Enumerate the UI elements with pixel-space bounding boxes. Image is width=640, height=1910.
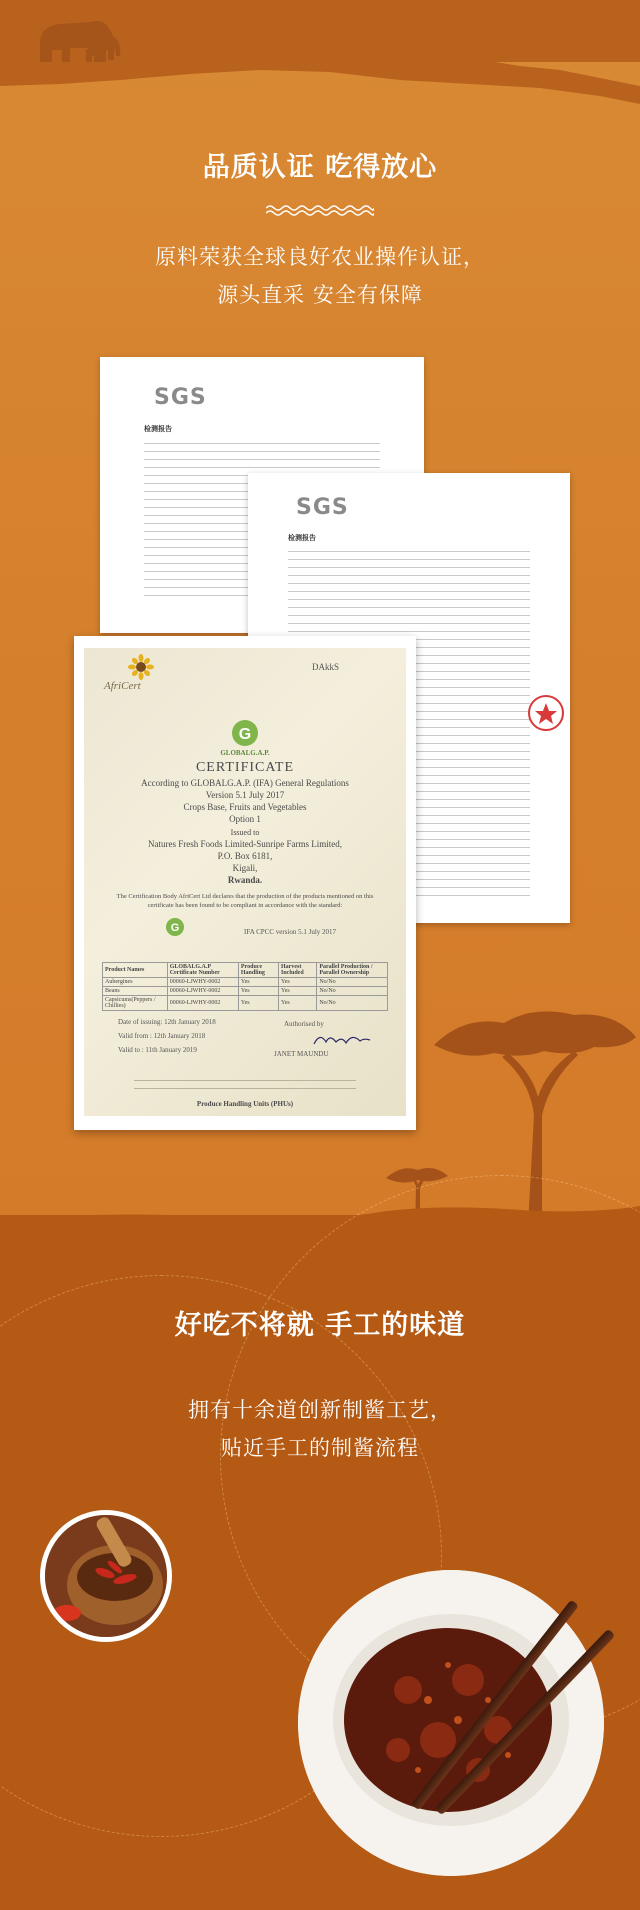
table-cell: Yes	[238, 978, 278, 987]
certificate-version: IFA CPCC version 5.1 July 2017	[244, 928, 337, 936]
table-cell: 00060-LJWHY-0002	[167, 978, 238, 987]
table-cell: Yes	[238, 987, 278, 996]
certificate-line: Natures Fresh Foods Limited-Sunripe Farms Limited,	[148, 839, 342, 849]
handmade-section	[0, 1215, 640, 1910]
certificate-footer: Produce Handling Units (PHUs)	[196, 1100, 294, 1108]
table-header-cell: Product Names	[103, 963, 168, 978]
dakks-badge: DAkkS	[312, 662, 340, 672]
certificate-paper	[84, 648, 406, 1116]
table-header-row	[103, 963, 388, 978]
certificate-line: Kigali,	[232, 863, 258, 873]
table-cell: Capsicums(Peppers / Chillies)	[103, 996, 168, 1011]
globalgap-certificate	[74, 636, 416, 1130]
section-subtitle-line1: 原料荣获全球良好农业操作认证，	[155, 245, 485, 269]
globalgap-label: GLOBALG.A.P.	[220, 749, 270, 757]
valid-to: Valid to : 11th January 2019	[118, 1046, 197, 1054]
sgs-logo: SGS	[154, 385, 207, 410]
table-cell: No/No	[317, 987, 388, 996]
sunflower-icon	[124, 654, 158, 680]
table-cell: 00060-LJWHY-0002	[167, 996, 238, 1011]
certificate-footer-lines	[134, 1080, 356, 1096]
certificate-title: CERTIFICATE	[195, 760, 295, 775]
table-cell: Yes	[238, 996, 278, 1011]
table-cell: Aubergines	[103, 978, 168, 987]
section-title-quality: 品质认证 吃得放心	[202, 152, 438, 183]
svg-text:G: G	[238, 726, 252, 743]
wavy-divider	[266, 204, 374, 216]
africert-logo: AfriCert	[104, 680, 141, 692]
table-header-cell: Parallel Production / Parallel Ownership	[317, 963, 388, 978]
signer-name: JANET MAUNDU	[274, 1050, 329, 1058]
mountain-silhouette-header	[0, 0, 640, 140]
table-cell: Yes	[278, 987, 316, 996]
svg-text:G: G	[170, 922, 180, 934]
table-cell: Beans	[103, 987, 168, 996]
table-cell: Yes	[278, 996, 316, 1011]
chili-mortar-photo	[40, 1510, 172, 1642]
globalgap-small-icon	[164, 916, 186, 938]
table-cell: No/No	[317, 978, 388, 987]
report-heading: 检测报告	[144, 425, 172, 433]
table-cell: No/No	[317, 996, 388, 1011]
certificate-line: Rwanda.	[227, 875, 263, 885]
certificate-line: According to GLOBALG.A.P. (IFA) General Regulations	[141, 778, 349, 788]
red-stamp-icon	[526, 693, 566, 733]
certificate-line: Crops Base, Fruits and Vegetables	[183, 802, 307, 812]
signature-icon	[312, 1030, 372, 1048]
certificate-line: Version 5.1 July 2017	[205, 790, 285, 800]
certificate-line: P.O. Box 6181,	[217, 851, 273, 861]
table-row	[103, 996, 388, 1011]
date-of-issuing: Date of issuing: 12th January 2018	[118, 1018, 216, 1026]
table-row	[103, 978, 388, 987]
table-header-cell: Produce Handling	[238, 963, 278, 978]
section-subtitle-line1: 拥有十余道创新制酱工艺，	[188, 1398, 452, 1422]
table-cell: Yes	[278, 978, 316, 987]
authorised-by: Authorised by	[284, 1020, 324, 1028]
globalgap-logo-icon	[230, 718, 260, 748]
table-header-cell: GLOBALG.A.P Certificate Number	[167, 963, 238, 978]
section-title-handmade: 好吃不将就 手工的味道	[174, 1310, 466, 1341]
certificate-products-table	[102, 962, 388, 1011]
table-header-cell: Harvest Included	[278, 963, 316, 978]
valid-from: Valid from : 12th January 2018	[118, 1032, 206, 1040]
sgs-logo: SGS	[296, 495, 349, 520]
certificate-statement: The Certification Body AfriCert Ltd declares that the production of the products mentioned on this certificate has been found to be compliant in accordance with the standard:	[116, 893, 374, 909]
section-subtitle-line2: 源头直采 安全有保障	[217, 283, 423, 307]
report-heading: 检测报告	[288, 534, 316, 542]
table-cell: 00060-LJWHY-0002	[167, 987, 238, 996]
certificate-line: Issued to	[230, 828, 260, 837]
section-subtitle-line2: 贴近手工的制酱流程	[221, 1436, 419, 1460]
table-row	[103, 987, 388, 996]
certificate-line: Option 1	[229, 814, 261, 824]
